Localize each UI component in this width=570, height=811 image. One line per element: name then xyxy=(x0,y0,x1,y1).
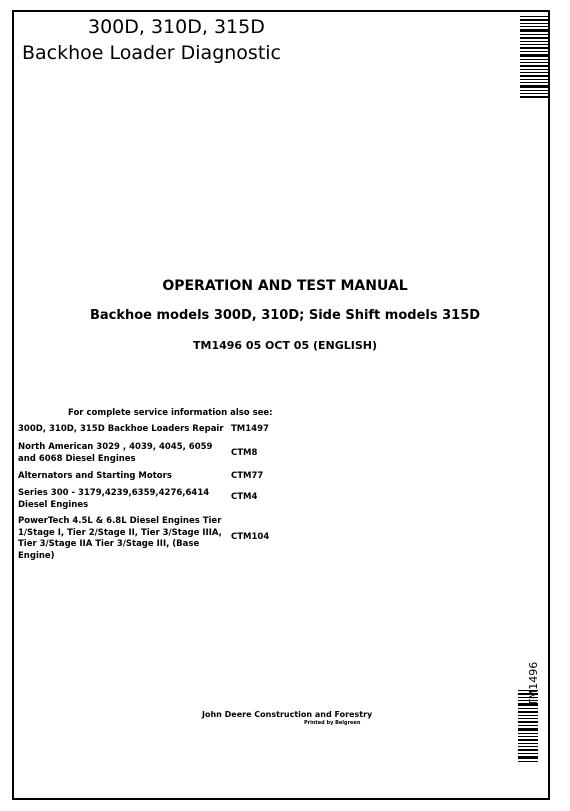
barcode-bar xyxy=(520,47,550,49)
barcode-bar xyxy=(518,761,538,762)
barcode-bar xyxy=(520,75,550,77)
manual-title: OPERATION AND TEST MANUAL xyxy=(162,278,408,294)
barcode-bar xyxy=(518,711,538,713)
barcode-bar xyxy=(520,54,550,57)
barcode-bar xyxy=(520,65,550,67)
reference-code: CTM4 xyxy=(231,492,258,502)
barcode-bar xyxy=(518,739,538,741)
manual-id: TM1496 05 OCT 05 (ENGLISH) xyxy=(193,339,377,352)
barcode-bar xyxy=(520,59,550,60)
barcode-bar xyxy=(520,34,550,35)
reference-code: CTM8 xyxy=(231,448,258,458)
barcode-bar xyxy=(518,736,538,737)
barcode-bar xyxy=(520,29,550,32)
reference-code: CTM104 xyxy=(231,532,270,542)
header-models: 300D, 310D, 315D xyxy=(88,16,265,38)
barcode-bar xyxy=(520,41,550,42)
barcode-bar xyxy=(520,90,550,91)
barcode-bar xyxy=(518,725,538,726)
reference-description: Alternators and Starting Motors xyxy=(18,471,172,481)
reference-code: TM1497 xyxy=(231,424,269,434)
reference-code: CTM77 xyxy=(231,471,264,481)
reference-description: North American 3029 , 4039, 4045, 6059 and 6068 Diesel Engines xyxy=(18,442,213,464)
barcode-bar xyxy=(520,23,550,24)
barcode-bar xyxy=(520,85,550,88)
barcode-bar xyxy=(518,721,538,723)
barcode-top xyxy=(520,16,550,100)
barcode-bar xyxy=(518,749,538,751)
barcode-bar xyxy=(520,96,550,98)
barcode-bar xyxy=(520,26,550,27)
barcode-bar xyxy=(520,69,550,70)
reference-description: PowerTech 4.5L & 6.8L Diesel Engines Tier 1/Stage I, Tier 2/Stage II, Tier 3/Stage IIIA, Tier 3/Stage IIA Tier 3/Stage III, (Base Engine) xyxy=(18,516,222,561)
barcode-bar xyxy=(518,718,538,719)
barcode-bar xyxy=(520,19,550,21)
barcode-bar xyxy=(518,746,538,747)
page-frame xyxy=(12,10,550,800)
barcode-bar xyxy=(520,44,550,45)
barcode-bar xyxy=(518,715,538,716)
barcode-bar xyxy=(518,753,538,754)
printer-note: Printed by Belgreen xyxy=(304,720,361,726)
header-title: Backhoe Loader Diagnostic xyxy=(22,42,281,64)
barcode-bar xyxy=(518,733,538,734)
reference-description: 300D, 310D, 315D Backhoe Loaders Repair xyxy=(18,424,224,434)
barcode-bar xyxy=(520,62,550,63)
barcode-bar xyxy=(520,16,550,17)
barcode-label: TM1496 xyxy=(527,661,540,706)
barcode-bar xyxy=(520,79,550,80)
barcode-bar xyxy=(520,72,550,73)
publisher: John Deere Construction and Forestry xyxy=(202,710,373,719)
manual-subtitle: Backhoe models 300D, 310D; Side Shift models 315D xyxy=(89,308,481,323)
barcode-bar xyxy=(520,51,550,52)
references-intro: For complete service information also see: xyxy=(68,408,273,418)
barcode-bar xyxy=(518,756,538,759)
barcode-bar xyxy=(518,708,538,709)
barcode-bar xyxy=(518,728,538,731)
barcode-bar xyxy=(518,743,538,744)
barcode-bar xyxy=(520,37,550,39)
barcode-bar xyxy=(520,93,550,94)
reference-description: Series 300 - 3179,4239,6359,4276,6414 Diesel Engines xyxy=(18,488,210,510)
barcode-bar xyxy=(520,82,550,83)
